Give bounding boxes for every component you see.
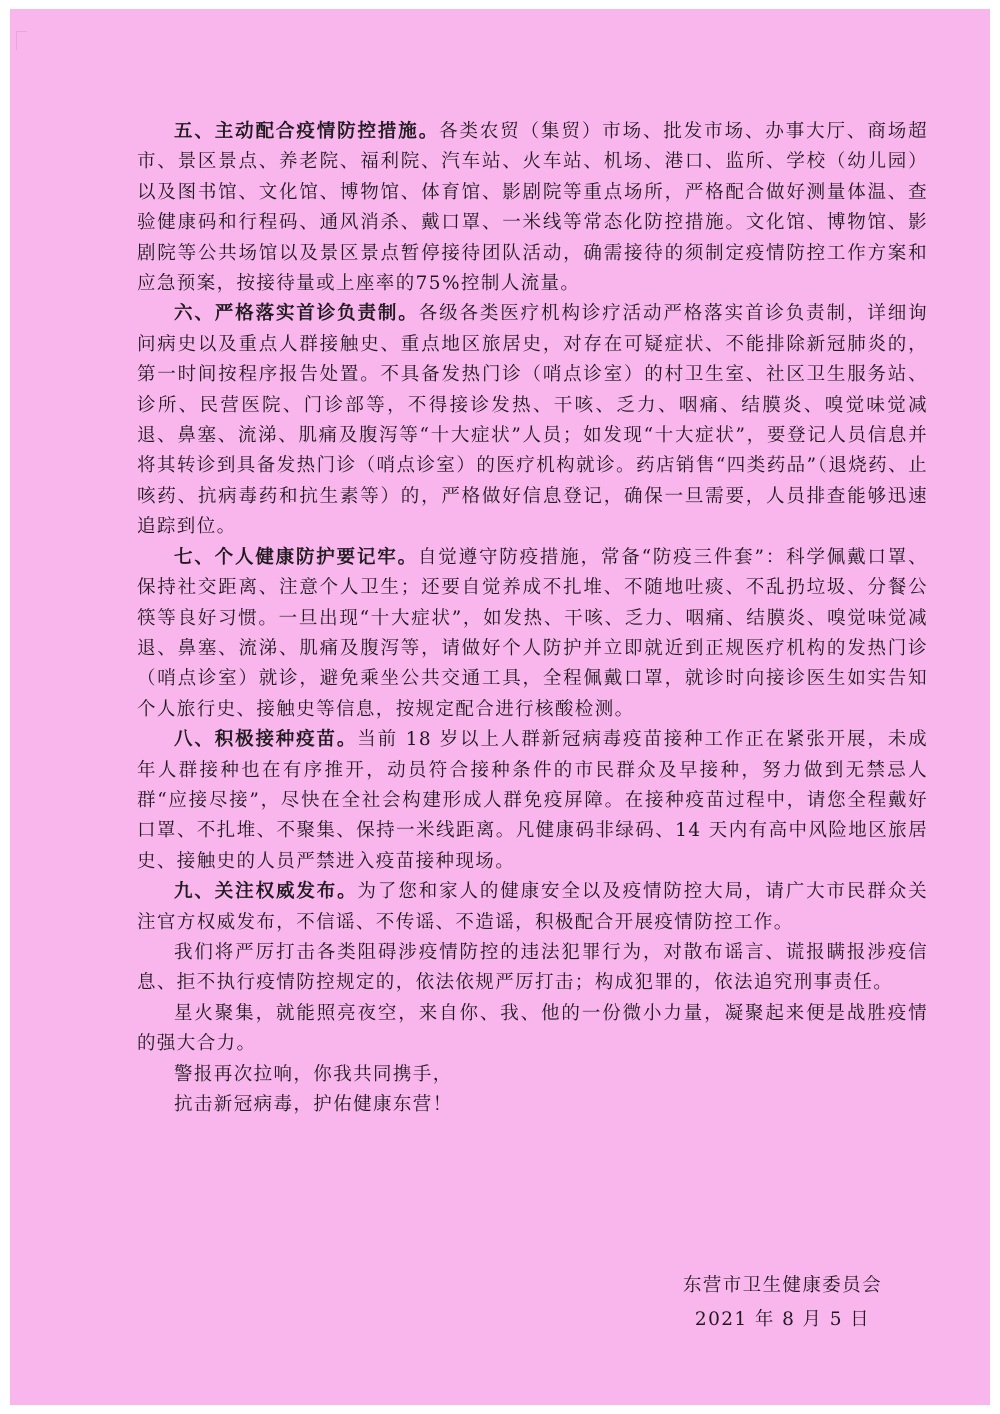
- section-seven: [137, 543, 928, 725]
- document-page: [10, 9, 990, 1405]
- section-five: [137, 117, 928, 299]
- section-heading: 七、个人健康防护要记牢。: [174, 546, 418, 568]
- section-text: 各级各类医疗机构诊疗活动严格落实首诊负责制，详细询问病史以及重点人群接触史、重点地区旅居史，对存在可疑症状、不能排除新冠肺炎的，第一时间按程序报告处置。不具备发热门诊（哨点诊室）的村卫生室、社区卫生服务站、诊所、民营医院、门诊部等，不得接诊发热、干咳、乏力、咽痛、结膜炎、嗅觉味觉减退、鼻塞、流涕、肌痛及腹泻等“十大症状”人员；如发现“十大症状”，要登记人员信息并将其转诊到具备发热门诊（哨点诊室）的医疗机构就诊。药店销售“四类药品”（退烧药、止咳药、抗病毒药和抗生素等）的，严格做好信息登记，确保一旦需要，人员排查能够迅速追踪到位。: [137, 303, 928, 538]
- section-text: 当前 18 岁以上人群新冠病毒疫苗接种工作正在紧张开展，未成年人群接种也在有序推开，动员符合接种条件的市民群众及早接种，努力做到无禁忌人群“应接尽接”，尽快在全社会构建形成人群免疫屏障。在接种疫苗过程中，请您全程戴好口罩、不扎堆、不聚集、保持一米线距离。凡健康码非绿码、14 天内有高中风险地区旅居史、接触史的人员严禁进入疫苗接种现场。: [137, 729, 928, 872]
- section-heading: 六、严格落实首诊负责制。: [174, 303, 419, 325]
- scan-corner-mark: [16, 31, 27, 50]
- section-heading: 九、关注权威发布。: [174, 881, 358, 903]
- section-eight: [137, 725, 928, 877]
- issuing-organization: 东营市卫生健康委员会: [682, 1275, 882, 1296]
- closing-paragraph-crackdown: 我们将严厉打击各类阻碍涉疫情防控的违法犯罪行为，对散布谣言、谎报瞒报涉疫信息、拒不执行疫情防控规定的，依法依规严厉打击；构成犯罪的，依法追究刑事责任。: [137, 941, 928, 994]
- section-heading: 五、主动配合疫情防控措施。: [174, 121, 440, 142]
- section-text: 为了您和家人的健康安全以及疫情防控大局，请广大市民群众关注官方权威发布，不信谣、不传谣、不造谣，积极配合开展疫情防控工作。: [137, 881, 928, 933]
- section-text: 各类农贸（集贸）市场、批发市场、办事大厅、商场超市、景区景点、养老院、福利院、汽车站、火车站、机场、港口、监所、学校（幼儿园）以及图书馆、文化馆、博物馆、体育馆、影剧院等重点场所，严格配合做好测量体温、查验健康码和行程码、通风消杀、戴口罩、一米线等常态化防控措施。文化馆、博物馆、影剧院等公共场馆以及景区景点暂停接待团队活动，确需接待的须制定疫情防控工作方案和应急预案，按接待量或上座率的75%控制人流量。: [137, 121, 928, 295]
- issue-date: 2021 年 8 月 5 日: [694, 1309, 871, 1330]
- document-body: [137, 117, 928, 1120]
- slogan-line-1: 警报再次拉响，你我共同携手，: [174, 1063, 453, 1085]
- slogan-line-2: 抗击新冠病毒，护佑健康东营！: [174, 1094, 453, 1115]
- section-text: 自觉遵守防疫措施，常备“防疫三件套”：科学佩戴口罩、保持社交距离、注意个人卫生；还要自觉养成不扎堆、不随地吐痰、不乱扔垃圾、分餐公筷等良好习惯。一旦出现“十大症状”，如发热、干咳、乏力、咽痛、结膜炎、嗅觉味觉减退、鼻塞、流涕、肌痛及腹泻等，请做好个人防护并立即就近到正规医疗机构的发热门诊（哨点诊室）就诊，避免乘坐公共交通工具，全程佩戴口罩，就诊时向接诊医生如实告知个人旅行史、接触史等信息，按规定配合进行核酸检测。: [137, 546, 928, 720]
- closing-paragraph-solidarity: 星火聚集，就能照亮夜空，来自你、我、他的一份微小力量，凝聚起来便是战胜疫情的强大合力。: [137, 1002, 928, 1055]
- section-heading: 八、积极接种疫苗。: [174, 729, 358, 751]
- signature-block: [683, 1269, 882, 1337]
- section-six: [137, 299, 928, 542]
- section-nine: [137, 877, 928, 938]
